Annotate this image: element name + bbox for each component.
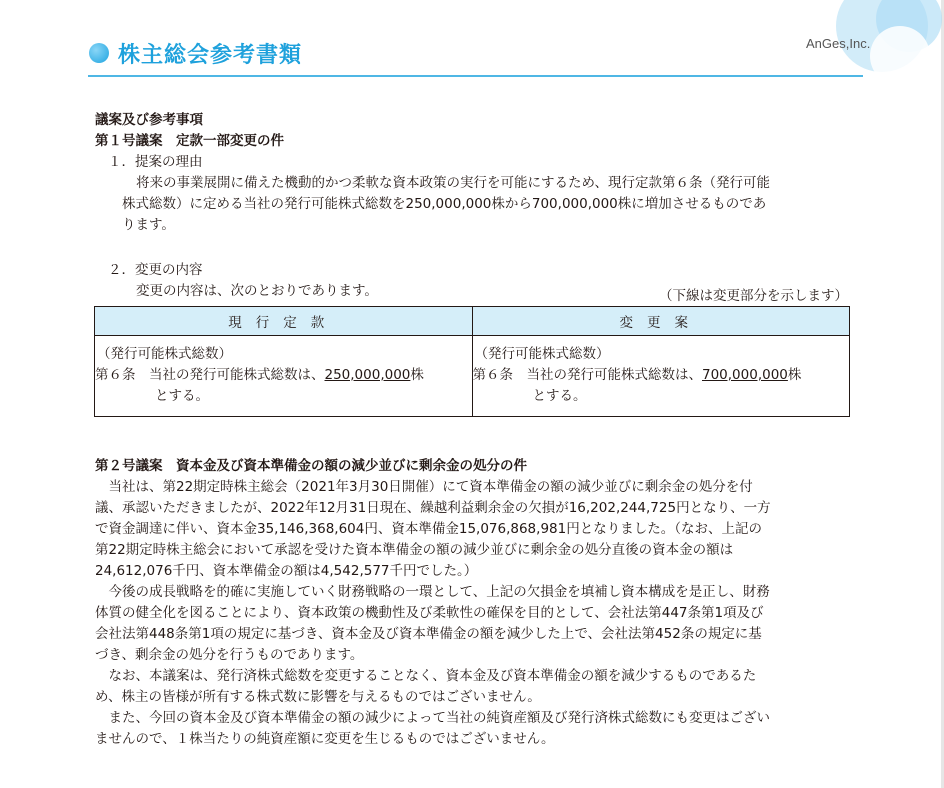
header-divider (88, 75, 863, 77)
proposal2-line: なお、本議案は、発行済株式総数を変更することなく、資本金及び資本準備金の額を減少するものであるた (95, 668, 757, 684)
reason-line: ります。 (122, 217, 175, 233)
proposal2-line: づき、剰余金の処分を行うものであります。 (95, 647, 364, 663)
reason-line: 株式総数）に定める当社の発行可能株式総数を250,000,000株から700,000,000株に増加させるものであ (122, 196, 767, 212)
article-caption: （発行可能株式総数） (474, 346, 610, 362)
article-line: とする。 (155, 388, 209, 404)
proposal2-line: 議、承認いただきましたが、2022年12月31日現在、繰越利益剰余金の欠損が16,202,244,725円となり、一方 (95, 500, 771, 516)
proposal2-title: 第２号議案 資本金及び資本準備金の額の減少並びに剰余金の処分の件 (95, 458, 527, 474)
col-current-header: 現行定款 (95, 307, 473, 336)
content-intro: 変更の内容は、次のとおりであります。 (136, 283, 378, 299)
proposal2-line: 会社法第448条第1項の規定に基づき、資本金及び資本準備金の額を減少した上で、会社法第452条の規定に基 (95, 626, 762, 642)
changed-value: 700,000,000 (702, 367, 788, 383)
company-name: AnGes,Inc. (806, 36, 871, 51)
article-text: 株 (787, 367, 802, 383)
content-heading: ２．変更の内容 (108, 262, 203, 278)
reason-line: 将来の事業展開に備えた機動的かつ柔軟な資本政策の実行を可能にするため、現行定款第６条（発行可能 (136, 175, 770, 191)
article-text: 株 (410, 367, 424, 383)
proposal2-line: また、今回の資本金及び資本準備金の額の減少によって当社の純資産額及び発行済株式総数にも変更はござい (95, 710, 770, 726)
page-title: 株主総会参考書類 (118, 42, 303, 68)
changed-value: 250,000,000 (324, 367, 411, 383)
proposal2-line: 第22期定時株主総会において承認を受けた資本準備金の額の減少並びに剰余金の処分直後の資本金の額は (95, 542, 734, 558)
section-heading: 議案及び参考事項 (95, 112, 203, 128)
proposal2-line: ませんので、１株当たりの純資産額に変更を生じるものではございません。 (95, 731, 555, 747)
proposal2-line: 今後の成長戦略を的確に実施していく財務戦略の一環として、上記の欠損金を填補し資本構成を是正し、財務 (95, 584, 770, 600)
underline-note: （下線は変更部分を示します） (659, 288, 848, 304)
article-line: とする。 (532, 388, 587, 404)
col-proposed-header: 変更案 (472, 307, 850, 336)
amendment-table (94, 306, 850, 417)
proposal2-line: め、株主の皆様が所有する株式数に影響を与えるものではございません。 (95, 689, 541, 705)
decorative-circle (870, 26, 930, 86)
article-caption: （発行可能株式総数） (97, 346, 232, 362)
proposal2-line: 当社は、第22期定時株主総会（2021年3月30日開催）にて資本準備金の額の減少並びに剰余金の処分を付 (95, 479, 753, 495)
proposal2-line: 体質の健全化を図ることにより、資本政策の機動性及び柔軟性の確保を目的として、会社法第447条第1項及び (95, 605, 764, 621)
proposal2-section (95, 456, 855, 750)
proposal2-line: 24,612,076千円、資本準備金の額は4,542,577千円でした。） (95, 563, 478, 579)
article-line (95, 365, 472, 386)
page-header (89, 36, 302, 70)
current-article-cell (95, 336, 473, 417)
article-text: 第６条 当社の発行可能株式総数は、 (472, 367, 702, 383)
proposal2-line: で資金調達に伴い、資本金35,146,368,604円、資本準備金15,076,868,981円となりました。（なお、上記の (95, 521, 762, 537)
proposal1-title: 第１号議案 定款一部変更の件 (95, 133, 284, 149)
proposal1-section (95, 110, 855, 236)
bullet-dot-icon (89, 43, 109, 63)
article-line (473, 365, 850, 386)
reason-heading: １．提案の理由 (108, 154, 203, 170)
article-text: 第６条 当社の発行可能株式総数は、 (95, 367, 325, 383)
proposed-article-cell (472, 336, 850, 417)
